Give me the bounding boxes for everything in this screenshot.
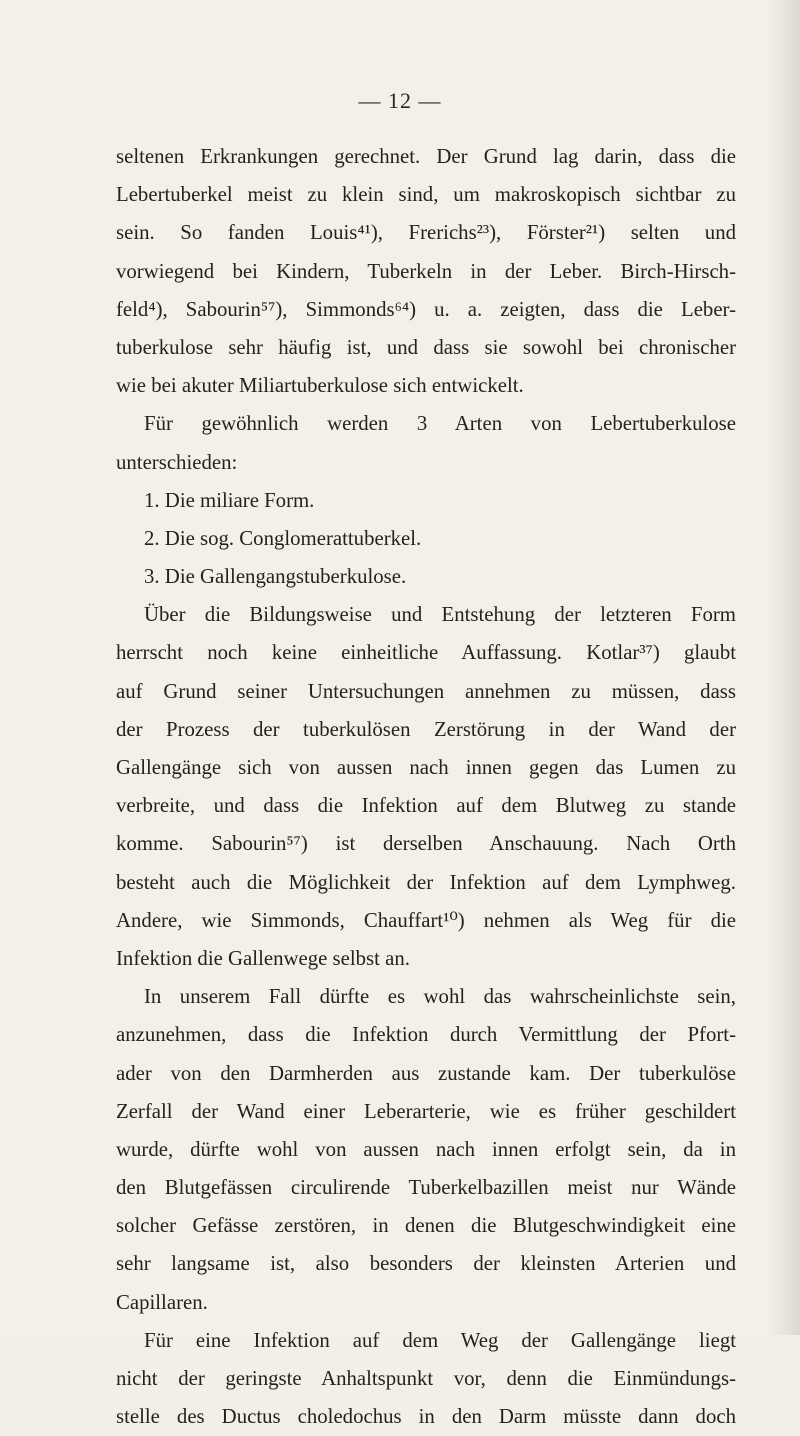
text-line: wurde, dürfte wohl von aussen nach innen erfolgt sein, da in (116, 1137, 736, 1161)
text-line: In unserem Fall dürfte es wohl das wahrscheinlichste sein, (144, 985, 736, 1009)
text-line: auf Grund seiner Untersuchungen annehmen zu müssen, dass (116, 679, 736, 703)
text-line: Infektion die Gallenwege selbst an. (116, 946, 410, 970)
text-line: unterschieden: (116, 450, 238, 474)
text-line: Über die Bildungsweise und Entstehung der letzteren Form (144, 603, 736, 627)
text-line: Für gewöhnlich werden 3 Arten von Lebertuberkulose (144, 412, 736, 436)
text-line: seltenen Erkrankungen gerechnet. Der Grund lag darin, dass die (116, 145, 736, 168)
text-line: Gallengänge sich von aussen nach innen gegen das Lumen zu (116, 756, 736, 779)
text-line: Capillaren. (116, 1290, 208, 1314)
text-line: anzunehmen, dass die Infektion durch Vermittlung der Pfort- (116, 1023, 736, 1047)
text-line: ader von den Darmherden aus zustande kam. Der tuberkulöse (116, 1061, 736, 1085)
text-line: sein. So fanden Louis⁴¹), Frerichs²³), Förster²¹) selten und (116, 221, 736, 245)
text-line: Andere, wie Simmonds, Chauffart¹⁰) nehmen als Weg für die (116, 908, 736, 932)
text-line: besteht auch die Möglichkeit der Infektion auf dem Lymphweg. (116, 870, 736, 894)
text-line: verbreite, und dass die Infektion auf dem Blutweg zu stande (116, 794, 736, 818)
text-line: wie bei akuter Miliartuberkulose sich entwickelt. (116, 374, 524, 398)
text-line: Für eine Infektion auf dem Weg der Gallengänge liegt (144, 1328, 736, 1352)
text-line: der Prozess der tuberkulösen Zerstörung in der Wand der (116, 717, 736, 741)
text-line: tuberkulose sehr häufig ist, und dass sie sowohl bei chronischer (116, 335, 736, 359)
text-line: Lebertuberkel meist zu klein sind, um makroskopisch sichtbar zu (116, 183, 736, 207)
text-line: nicht der geringste Anhaltspunkt vor, denn die Einmündungs- (116, 1367, 736, 1390)
text-line: Zerfall der Wand einer Leberarterie, wie es früher geschildert (116, 1099, 736, 1123)
text-line: komme. Sabourin⁵⁷) ist derselben Anschauung. Nach Orth (116, 832, 736, 856)
body-text (116, 138, 736, 1436)
text-line: sehr langsame ist, also besonders der kleinsten Arterien und (116, 1252, 736, 1276)
text-line: solcher Gefässe zerstören, in denen die Blutgeschwindigkeit eine (116, 1214, 736, 1238)
text-line: den Blutgefässen circulirende Tuberkelbazillen meist nur Wände (116, 1176, 736, 1200)
page-number: — 12 — (358, 88, 442, 113)
text-line: 1. Die miliare Form. (144, 488, 315, 512)
text-line: stelle des Ductus choledochus in den Darm müsste dann doch (116, 1405, 736, 1429)
text-line: 3. Die Gallengangstuberkulose. (144, 565, 407, 589)
text-line: feld⁴), Sabourin⁵⁷), Simmonds⁶⁴) u. a. zeigten, dass die Leber- (116, 297, 736, 321)
text-line: herrscht noch keine einheitliche Auffassung. Kotlar³⁷) glaubt (116, 641, 736, 665)
text-line: vorwiegend bei Kindern, Tuberkeln in der Leber. Birch-Hirsch- (116, 259, 736, 283)
text-line: 2. Die sog. Conglomerattuberkel. (144, 526, 422, 550)
